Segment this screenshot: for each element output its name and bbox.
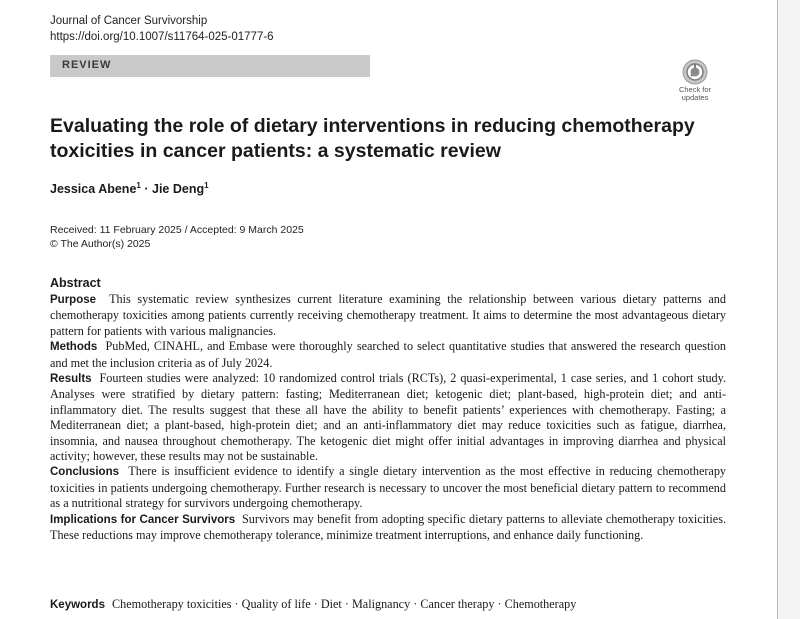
abstract-section-implications	[50, 512, 726, 544]
keywords-label: Keywords	[50, 599, 105, 611]
abstract-section-purpose	[50, 292, 726, 339]
article-type-bar	[50, 55, 370, 77]
abstract-section-label: Purpose	[50, 294, 97, 306]
check-updates-icon	[681, 58, 709, 86]
abstract-section-text: Fourteen studies were analyzed: 10 randomized control trials (RCTs), 2 quasi-experimental, 1 case series, and 1 cohort study. Analyses were stratified by dietary pattern: fasting; Mediterranean diet; ketogenic diet; plant-based, high-protein diet; and anti-inflammatory diet. The results suggest that these all have the ability to benefit patients’ experiences with chemotherapy. Fasting; a Mediterranean diet; a plant-based, high-protein diet; and an anti-inflammatory diet may reduce toxicities such as fatigue, diarrhea, insomnia, and nausea throughout chemotherapy. The ketogenic diet might offer initial advantages in improving diarrhea and physical activity; however, these results may not be sustainable.	[50, 371, 726, 464]
check-updates-line2: updates	[681, 93, 709, 102]
check-for-updates-badge[interactable]	[672, 58, 718, 102]
author-name[interactable]: Jie Deng	[152, 182, 205, 197]
abstract-body	[50, 292, 726, 544]
article-title: Evaluating the role of dietary interventions in reducing chemotherapy toxicities in cancer patients: a systematic review	[50, 115, 695, 162]
abstract-section-conclusions	[50, 464, 726, 511]
check-updates-line1: Check for	[678, 85, 712, 94]
page-edge-strip	[778, 0, 800, 619]
abstract-section-text: This systematic review synthesizes current literature examining the relationship between various dietary patterns and chemotherapy toxicities among patients currently receiving chemotherapy treatment. It aims to determine the most advantageous dietary pattern for patients with various malignancies.	[50, 292, 726, 338]
keywords-text: Chemotherapy toxicities · Quality of life · Diet · Malignancy · Cancer therapy · Chemotherapy	[112, 597, 577, 611]
abstract-section-label: Implications for Cancer Survivors	[50, 513, 236, 526]
abstract-heading: Abstract	[50, 276, 101, 290]
doi-link[interactable]: https://doi.org/10.1007/s11764-025-01777-6	[50, 31, 274, 43]
abstract-section-label: Results	[50, 373, 92, 386]
abstract-section-text: There is insufficient evidence to identify a single dietary intervention as the most effective in reducing chemotherapy toxicities in patients undergoing chemotherapy. Further research is necessary to uncover the most beneficial dietary pattern to recommend as a nutritional strategy for survivors undergoing chemotherapy.	[50, 464, 727, 511]
author-name[interactable]: Jessica Abene	[50, 182, 137, 197]
author-separator: ·	[144, 182, 149, 197]
keywords-line	[50, 597, 750, 612]
abstract-section-results	[50, 371, 726, 464]
copyright-notice: © The Author(s) 2025	[50, 238, 151, 250]
author-list	[50, 181, 209, 196]
journal-header	[50, 13, 274, 45]
author-affiliation: 1	[204, 181, 209, 190]
abstract-section-label: Conclusions	[50, 466, 120, 479]
article-dates	[50, 223, 304, 251]
abstract-section-text: PubMed, CINAHL, and Embase were thoroughly searched to select quantitative studies that answered the research question and met the inclusion criteria as of July 2024.	[50, 339, 727, 370]
abstract-section-text: Survivors may benefit from adopting specific dietary patterns to alleviate chemotherapy toxicities. These reductions may improve chemotherapy tolerance, minimize treatment interruptions, and enhance daily functioning.	[50, 511, 726, 543]
received-accepted-dates: Received: 11 February 2025 / Accepted: 9 March 2025	[50, 224, 304, 236]
journal-name: Journal of Cancer Survivorship	[50, 15, 208, 27]
page-edge-rule	[777, 0, 778, 619]
abstract-section-label: Methods	[50, 341, 98, 354]
abstract-section-methods	[50, 339, 726, 371]
author-affiliation: 1	[136, 181, 141, 190]
article-type-label: REVIEW	[62, 59, 112, 71]
